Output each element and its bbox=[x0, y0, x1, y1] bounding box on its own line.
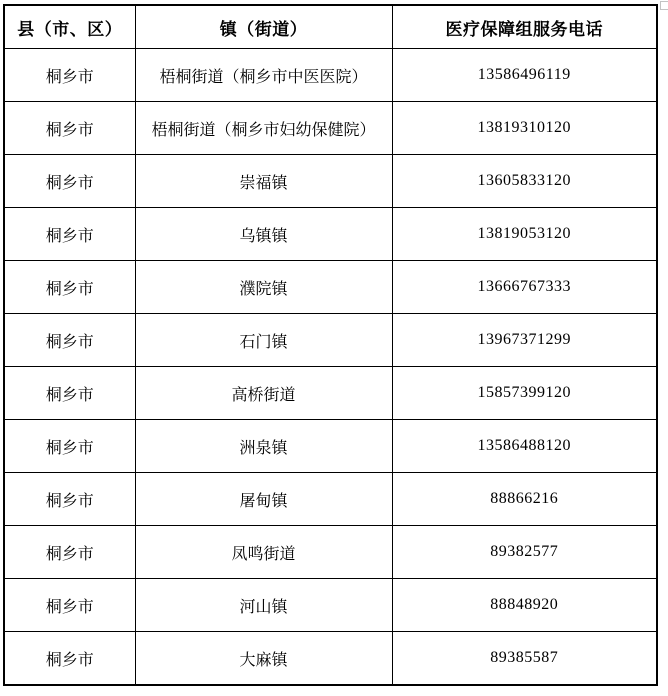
table-header bbox=[4, 5, 657, 49]
table-row bbox=[4, 579, 657, 632]
service-phone-table bbox=[3, 4, 658, 686]
header-town: 镇（街道） bbox=[135, 5, 392, 49]
table-row bbox=[4, 261, 657, 314]
cell-town: 河山镇 bbox=[135, 579, 392, 632]
cell-county: 桐乡市 bbox=[4, 208, 135, 261]
cell-phone: 89385587 bbox=[392, 632, 657, 686]
cell-town: 梧桐街道（桐乡市中医医院） bbox=[135, 49, 392, 102]
cell-town: 洲泉镇 bbox=[135, 420, 392, 473]
header-phone: 医疗保障组服务电话 bbox=[392, 5, 657, 49]
cell-phone: 88848920 bbox=[392, 579, 657, 632]
cell-county: 桐乡市 bbox=[4, 579, 135, 632]
cell-county: 桐乡市 bbox=[4, 632, 135, 686]
corner-artifact bbox=[660, 1, 668, 10]
cell-county: 桐乡市 bbox=[4, 473, 135, 526]
cell-county: 桐乡市 bbox=[4, 420, 135, 473]
table-row bbox=[4, 102, 657, 155]
cell-town: 梧桐街道（桐乡市妇幼保健院） bbox=[135, 102, 392, 155]
cell-phone: 13586496119 bbox=[392, 49, 657, 102]
table-row bbox=[4, 155, 657, 208]
table-row bbox=[4, 314, 657, 367]
table-row bbox=[4, 632, 657, 686]
cell-phone: 88866216 bbox=[392, 473, 657, 526]
cell-phone: 13967371299 bbox=[392, 314, 657, 367]
header-row bbox=[4, 5, 657, 49]
header-county: 县（市、区） bbox=[4, 5, 135, 49]
cell-phone: 13605833120 bbox=[392, 155, 657, 208]
cell-county: 桐乡市 bbox=[4, 155, 135, 208]
cell-phone: 13586488120 bbox=[392, 420, 657, 473]
table-row bbox=[4, 526, 657, 579]
cell-phone: 13819310120 bbox=[392, 102, 657, 155]
cell-county: 桐乡市 bbox=[4, 367, 135, 420]
cell-phone: 13666767333 bbox=[392, 261, 657, 314]
table-body bbox=[4, 49, 657, 686]
cell-town: 大麻镇 bbox=[135, 632, 392, 686]
table-row bbox=[4, 208, 657, 261]
cell-phone: 89382577 bbox=[392, 526, 657, 579]
cell-county: 桐乡市 bbox=[4, 526, 135, 579]
cell-town: 乌镇镇 bbox=[135, 208, 392, 261]
table-row bbox=[4, 49, 657, 102]
cell-county: 桐乡市 bbox=[4, 261, 135, 314]
cell-phone: 15857399120 bbox=[392, 367, 657, 420]
cell-town: 凤鸣街道 bbox=[135, 526, 392, 579]
cell-town: 濮院镇 bbox=[135, 261, 392, 314]
cell-town: 崇福镇 bbox=[135, 155, 392, 208]
cell-county: 桐乡市 bbox=[4, 102, 135, 155]
cell-county: 桐乡市 bbox=[4, 314, 135, 367]
table-row bbox=[4, 473, 657, 526]
cell-county: 桐乡市 bbox=[4, 49, 135, 102]
cell-town: 高桥街道 bbox=[135, 367, 392, 420]
cell-town: 屠甸镇 bbox=[135, 473, 392, 526]
cell-town: 石门镇 bbox=[135, 314, 392, 367]
table-row bbox=[4, 367, 657, 420]
cell-phone: 13819053120 bbox=[392, 208, 657, 261]
table-row bbox=[4, 420, 657, 473]
